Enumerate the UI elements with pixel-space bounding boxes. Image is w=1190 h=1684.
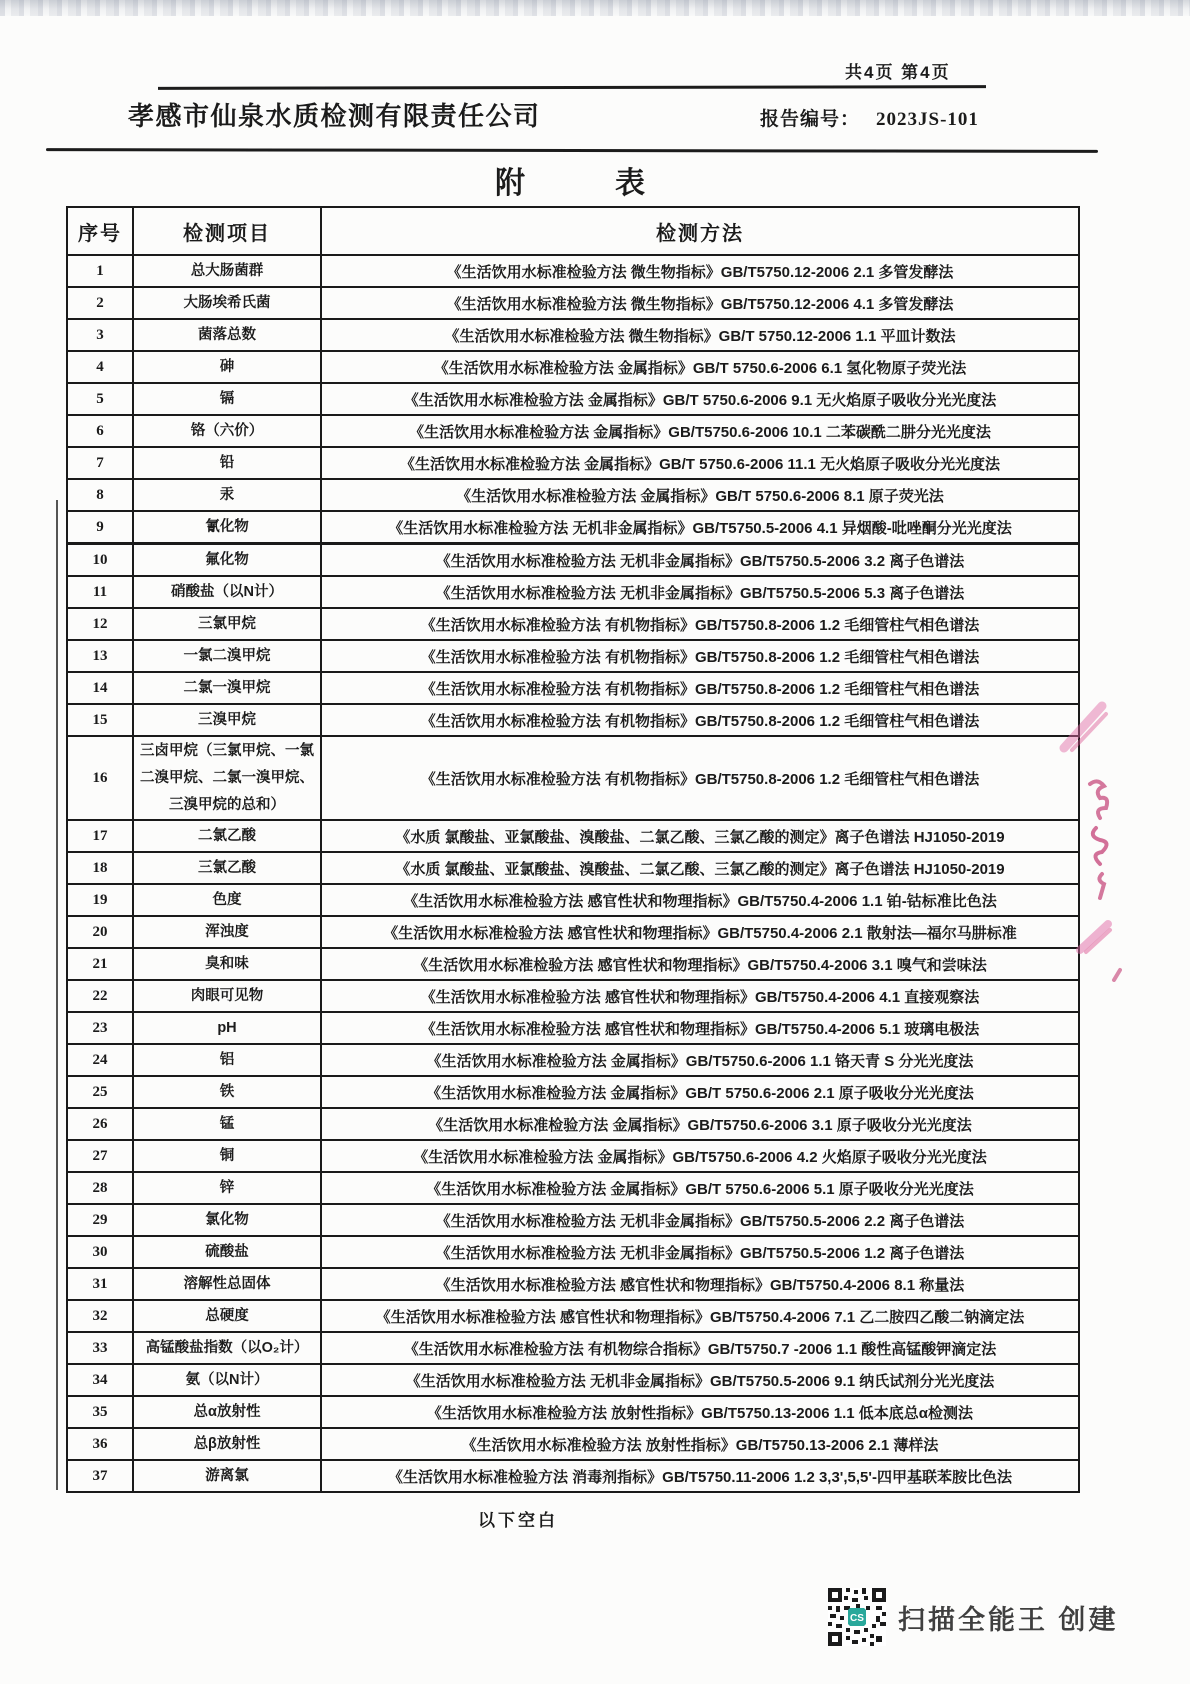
row-number-cell: 15 <box>67 704 133 736</box>
table-row <box>67 736 1079 820</box>
test-item-cell: 氰化物 <box>133 511 321 544</box>
row-number-cell: 14 <box>67 672 133 704</box>
table-row <box>67 351 1079 383</box>
table-row <box>67 1172 1079 1204</box>
test-item-cell: 铝 <box>133 1044 321 1076</box>
table-row <box>67 1236 1079 1268</box>
row-number-cell: 22 <box>67 980 133 1012</box>
test-method-cell: 《生活饮用水标准检验方法 感官性状和物理指标》GB/T5750.4-2006 5.1 玻璃电极法 <box>321 1012 1079 1044</box>
test-item-cell: 大肠埃希氏菌 <box>133 287 321 319</box>
row-number-cell: 27 <box>67 1140 133 1172</box>
test-method-cell: 《生活饮用水标准检验方法 金属指标》GB/T5750.6-2006 3.1 原子吸收分光光度法 <box>321 1108 1079 1140</box>
test-method-cell: 《生活饮用水标准检验方法 有机物指标》GB/T5750.8-2006 1.2 毛细管柱气相色谱法 <box>321 640 1079 672</box>
test-item-cell: 二氯乙酸 <box>133 820 321 852</box>
row-number-cell: 9 <box>67 511 133 544</box>
test-item-cell: 浑浊度 <box>133 916 321 948</box>
table-row <box>67 1012 1079 1044</box>
table-row <box>67 1268 1079 1300</box>
row-number-cell: 21 <box>67 948 133 980</box>
table-row <box>67 672 1079 704</box>
test-method-cell: 《生活饮用水标准检验方法 金属指标》GB/T5750.6-2006 10.1 二苯碳酰二肼分光光度法 <box>321 415 1079 447</box>
test-item-cell: 硫酸盐 <box>133 1236 321 1268</box>
test-method-cell: 《生活饮用水标准检验方法 无机非金属指标》GB/T5750.5-2006 5.3 离子色谱法 <box>321 576 1079 608</box>
test-method-cell: 《生活饮用水标准检验方法 金属指标》GB/T5750.6-2006 1.1 铬天青 S 分光光度法 <box>321 1044 1079 1076</box>
row-number-cell: 23 <box>67 1012 133 1044</box>
test-item-cell: 总β放射性 <box>133 1428 321 1460</box>
test-method-cell: 《生活饮用水标准检验方法 金属指标》GB/T 5750.6-2006 11.1 无火焰原子吸收分光光度法 <box>321 447 1079 479</box>
table-row <box>67 980 1079 1012</box>
test-item-cell: 铬（六价） <box>133 415 321 447</box>
row-number-cell: 26 <box>67 1108 133 1140</box>
test-item-cell: 硝酸盐（以N计） <box>133 576 321 608</box>
test-method-cell: 《生活饮用水标准检验方法 有机物指标》GB/T5750.8-2006 1.2 毛细管柱气相色谱法 <box>321 736 1079 820</box>
scan-edge-artifact <box>0 0 1190 16</box>
table-row <box>67 820 1079 852</box>
table-row <box>67 704 1079 736</box>
row-number-cell: 35 <box>67 1396 133 1428</box>
table-row <box>67 319 1079 351</box>
table-row <box>67 1044 1079 1076</box>
table-row <box>67 383 1079 415</box>
test-item-cell: 铅 <box>133 447 321 479</box>
table-row <box>67 608 1079 640</box>
test-item-cell: 铁 <box>133 1076 321 1108</box>
table-row <box>67 1428 1079 1460</box>
test-item-cell: 氯化物 <box>133 1204 321 1236</box>
table-row <box>67 544 1079 577</box>
test-method-cell: 《生活饮用水标准检验方法 无机非金属指标》GB/T5750.5-2006 9.1 纳氏试剂分光光度法 <box>321 1364 1079 1396</box>
table-row <box>67 1108 1079 1140</box>
test-methods-table <box>66 206 1080 1493</box>
watermark-block <box>828 1588 1119 1646</box>
table-row <box>67 511 1079 544</box>
blank-below-note: 以下空白 <box>478 1511 558 1530</box>
test-method-cell: 《生活饮用水标准检验方法 感官性状和物理指标》GB/T5750.4-2006 1.1 铂-钴标准比色法 <box>321 884 1079 916</box>
table-row <box>67 255 1079 287</box>
test-method-cell: 《生活饮用水标准检验方法 感官性状和物理指标》GB/T5750.4-2006 7.1 乙二胺四乙酸二钠滴定法 <box>321 1300 1079 1332</box>
test-method-cell: 《生活饮用水标准检验方法 金属指标》GB/T5750.6-2006 4.2 火焰原子吸收分光光度法 <box>321 1140 1079 1172</box>
row-number-cell: 17 <box>67 820 133 852</box>
table-row <box>67 1300 1079 1332</box>
row-number-cell: 25 <box>67 1076 133 1108</box>
test-method-cell: 《生活饮用水标准检验方法 金属指标》GB/T 5750.6-2006 6.1 氢化物原子荧光法 <box>321 351 1079 383</box>
row-number-cell: 31 <box>67 1268 133 1300</box>
test-item-cell: 一氯二溴甲烷 <box>133 640 321 672</box>
table-row <box>67 1396 1079 1428</box>
test-method-cell: 《生活饮用水标准检验方法 感官性状和物理指标》GB/T5750.4-2006 8.1 称量法 <box>321 1268 1079 1300</box>
test-item-cell: 菌落总数 <box>133 319 321 351</box>
test-item-cell: 铜 <box>133 1140 321 1172</box>
test-method-cell: 《生活饮用水标准检验方法 无机非金属指标》GB/T5750.5-2006 1.2 离子色谱法 <box>321 1236 1079 1268</box>
table-row <box>67 287 1079 319</box>
test-method-cell: 《生活饮用水标准检验方法 金属指标》GB/T 5750.6-2006 8.1 原子荧光法 <box>321 479 1079 511</box>
test-item-cell: 汞 <box>133 479 321 511</box>
table-row <box>67 640 1079 672</box>
row-number-cell: 8 <box>67 479 133 511</box>
test-item-cell: 色度 <box>133 884 321 916</box>
row-number-cell: 32 <box>67 1300 133 1332</box>
row-number-cell: 20 <box>67 916 133 948</box>
row-number-cell: 1 <box>67 255 133 287</box>
svg-text:CS: CS <box>850 1612 864 1624</box>
test-item-cell: 锌 <box>133 1172 321 1204</box>
appendix-title: 附 表 <box>495 167 645 200</box>
row-number-cell: 6 <box>67 415 133 447</box>
report-number-label: 报告编号： <box>760 109 861 130</box>
test-method-cell: 《生活饮用水标准检验方法 感官性状和物理指标》GB/T5750.4-2006 2.1 散射法—福尔马肼标准 <box>321 916 1079 948</box>
table-row <box>67 1140 1079 1172</box>
test-method-cell: 《生活饮用水标准检验方法 微生物指标》GB/T5750.12-2006 2.1 多管发酵法 <box>321 255 1079 287</box>
test-item-cell: 肉眼可见物 <box>133 980 321 1012</box>
row-number-cell: 3 <box>67 319 133 351</box>
test-item-cell: 溶解性总固体 <box>133 1268 321 1300</box>
test-item-cell: 总α放射性 <box>133 1396 321 1428</box>
test-item-cell: 砷 <box>133 351 321 383</box>
test-method-cell: 《生活饮用水标准检验方法 有机物指标》GB/T5750.8-2006 1.2 毛细管柱气相色谱法 <box>321 672 1079 704</box>
test-item-cell: 三卤甲烷（三氯甲烷、一氯二溴甲烷、二氯一溴甲烷、三溴甲烷的总和） <box>133 736 321 820</box>
test-item-cell: 臭和味 <box>133 948 321 980</box>
scan-artifact-line <box>56 500 58 1490</box>
row-number-cell: 10 <box>67 544 133 577</box>
row-number-cell: 33 <box>67 1332 133 1364</box>
report-number <box>760 104 979 131</box>
camscanner-watermark-text: 扫描全能王 创建 <box>898 1604 1119 1635</box>
row-number-cell: 24 <box>67 1044 133 1076</box>
row-number-cell: 4 <box>67 351 133 383</box>
test-item-cell: 镉 <box>133 383 321 415</box>
test-item-cell: 氨（以N计） <box>133 1364 321 1396</box>
test-method-cell: 《生活饮用水标准检验方法 微生物指标》GB/T 5750.12-2006 1.1 平皿计数法 <box>321 319 1079 351</box>
test-item-cell: pH <box>133 1012 321 1044</box>
test-method-cell: 《水质 氯酸盐、亚氯酸盐、溴酸盐、二氯乙酸、三氯乙酸的测定》离子色谱法 HJ1050-2019 <box>321 820 1079 852</box>
test-method-cell: 《生活饮用水标准检验方法 感官性状和物理指标》GB/T5750.4-2006 4.1 直接观察法 <box>321 980 1079 1012</box>
test-method-cell: 《水质 氯酸盐、亚氯酸盐、溴酸盐、二氯乙酸、三氯乙酸的测定》离子色谱法 HJ1050-2019 <box>321 852 1079 884</box>
test-item-cell: 游离氯 <box>133 1460 321 1492</box>
test-method-cell: 《生活饮用水标准检验方法 无机非金属指标》GB/T5750.5-2006 2.2 离子色谱法 <box>321 1204 1079 1236</box>
red-seal-fragment <box>1050 688 1190 988</box>
row-number-cell: 18 <box>67 852 133 884</box>
test-item-cell: 氟化物 <box>133 544 321 577</box>
test-method-cell: 《生活饮用水标准检验方法 无机非金属指标》GB/T5750.5-2006 3.2 离子色谱法 <box>321 544 1079 577</box>
row-number-cell: 5 <box>67 383 133 415</box>
test-item-cell: 三氯甲烷 <box>133 608 321 640</box>
test-method-cell: 《生活饮用水标准检验方法 有机物指标》GB/T5750.8-2006 1.2 毛细管柱气相色谱法 <box>321 608 1079 640</box>
test-method-cell: 《生活饮用水标准检验方法 有机物综合指标》GB/T5750.7 -2006 1.1 酸性高锰酸钾滴定法 <box>321 1332 1079 1364</box>
row-number-cell: 16 <box>67 736 133 820</box>
table-row <box>67 447 1079 479</box>
report-number-value: 2023JS-101 <box>876 109 979 130</box>
row-number-cell: 13 <box>67 640 133 672</box>
test-method-cell: 《生活饮用水标准检验方法 无机非金属指标》GB/T5750.5-2006 4.1 异烟酸-吡唑酮分光光度法 <box>321 511 1079 544</box>
row-number-cell: 34 <box>67 1364 133 1396</box>
test-item-cell: 三溴甲烷 <box>133 704 321 736</box>
table-row <box>67 576 1079 608</box>
col-header-item: 检测项目 <box>133 207 321 255</box>
camscanner-qr-code <box>828 1588 886 1646</box>
test-method-cell: 《生活饮用水标准检验方法 金属指标》GB/T 5750.6-2006 5.1 原子吸收分光光度法 <box>321 1172 1079 1204</box>
table-row <box>67 1204 1079 1236</box>
table-row <box>67 415 1079 447</box>
row-number-cell: 28 <box>67 1172 133 1204</box>
test-item-cell: 高锰酸盐指数（以O₂计） <box>133 1332 321 1364</box>
table-row <box>67 1332 1079 1364</box>
test-method-cell: 《生活饮用水标准检验方法 放射性指标》GB/T5750.13-2006 2.1 薄样法 <box>321 1428 1079 1460</box>
row-number-cell: 30 <box>67 1236 133 1268</box>
row-number-cell: 2 <box>67 287 133 319</box>
table-row <box>67 1364 1079 1396</box>
table-row <box>67 852 1079 884</box>
company-name: 孝感市仙泉水质检测有限责任公司 <box>128 101 541 131</box>
row-number-cell: 36 <box>67 1428 133 1460</box>
table-row <box>67 884 1079 916</box>
row-number-cell: 37 <box>67 1460 133 1492</box>
table-row <box>67 916 1079 948</box>
header-rule-top <box>158 85 986 90</box>
test-method-cell: 《生活饮用水标准检验方法 放射性指标》GB/T5750.13-2006 1.1 低本底总α检测法 <box>321 1396 1079 1428</box>
test-method-cell: 《生活饮用水标准检验方法 金属指标》GB/T 5750.6-2006 2.1 原子吸收分光光度法 <box>321 1076 1079 1108</box>
row-number-cell: 29 <box>67 1204 133 1236</box>
header-rule-bottom <box>46 148 1098 153</box>
test-method-cell: 《生活饮用水标准检验方法 感官性状和物理指标》GB/T5750.4-2006 3.1 嗅气和尝味法 <box>321 948 1079 980</box>
table-row <box>67 479 1079 511</box>
table-body <box>67 255 1079 1492</box>
table-row <box>67 1460 1079 1492</box>
test-method-cell: 《生活饮用水标准检验方法 金属指标》GB/T 5750.6-2006 9.1 无火焰原子吸收分光光度法 <box>321 383 1079 415</box>
test-item-cell: 锰 <box>133 1108 321 1140</box>
test-method-cell: 《生活饮用水标准检验方法 微生物指标》GB/T5750.12-2006 4.1 多管发酵法 <box>321 287 1079 319</box>
table-header-row <box>67 207 1079 255</box>
page-number: 共4页 第4页 <box>845 63 951 82</box>
table-row <box>67 1076 1079 1108</box>
row-number-cell: 11 <box>67 576 133 608</box>
col-header-no: 序号 <box>67 207 133 255</box>
test-item-cell: 总大肠菌群 <box>133 255 321 287</box>
row-number-cell: 12 <box>67 608 133 640</box>
row-number-cell: 19 <box>67 884 133 916</box>
row-number-cell: 7 <box>67 447 133 479</box>
table-row <box>67 948 1079 980</box>
test-method-cell: 《生活饮用水标准检验方法 消毒剂指标》GB/T5750.11-2006 1.2 3,3',5,5'-四甲基联苯胺比色法 <box>321 1460 1079 1492</box>
test-method-cell: 《生活饮用水标准检验方法 有机物指标》GB/T5750.8-2006 1.2 毛细管柱气相色谱法 <box>321 704 1079 736</box>
test-item-cell: 总硬度 <box>133 1300 321 1332</box>
test-item-cell: 二氯一溴甲烷 <box>133 672 321 704</box>
col-header-method: 检测方法 <box>321 207 1079 255</box>
test-item-cell: 三氯乙酸 <box>133 852 321 884</box>
